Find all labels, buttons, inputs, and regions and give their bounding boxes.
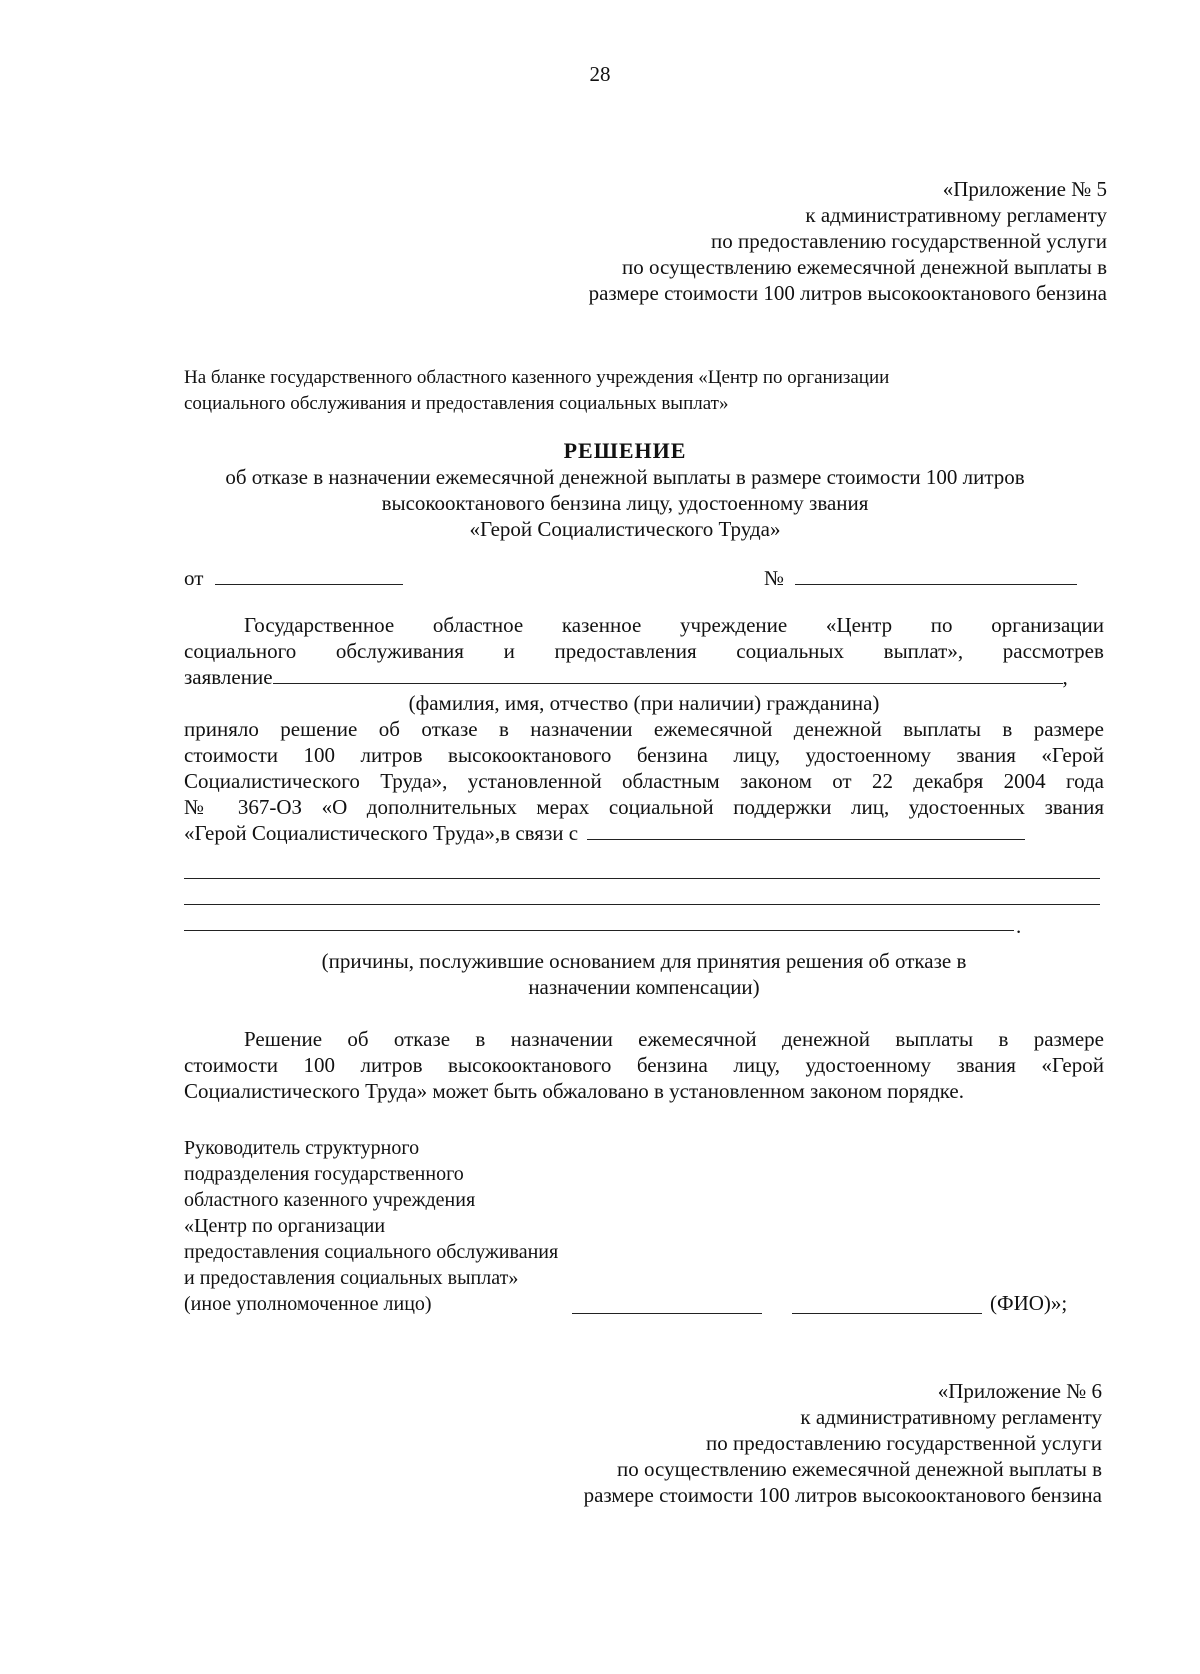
word: «Центр: [825, 613, 893, 637]
appendix-line: по предоставлению государственной услуги: [711, 229, 1107, 253]
signature-line: подразделения государственного: [184, 1163, 464, 1185]
word: казенное: [561, 613, 642, 637]
word: Государственное: [244, 613, 395, 637]
word: по: [930, 613, 953, 637]
appendix-line: «Приложение № 5: [942, 177, 1107, 201]
word: предоставления: [554, 639, 697, 663]
decision-paragraph: [184, 716, 1104, 846]
word: выплат»,: [883, 639, 964, 663]
name-field[interactable]: [792, 1313, 982, 1314]
intro-paragraph: [184, 612, 1104, 716]
decision-subtitle-line: «Герой Социалистического Труда»: [469, 517, 781, 541]
appendix-5-header: [589, 176, 1107, 306]
signature-field[interactable]: [572, 1313, 762, 1314]
appendix-line: размере стоимости 100 литров высокооктанового бензина: [588, 281, 1107, 305]
decision-subtitle-line: высокооктанового бензина лицу, удостоенному звания: [381, 491, 869, 515]
intro-line: [184, 638, 1104, 664]
appeal-paragraph: [184, 1026, 1104, 1104]
decision-line: стоимости 100 литров высокооктанового бензина лицу, удостоенному звания «Герой: [184, 743, 1104, 767]
decision-line: приняло решение об отказе в назначении ежемесячной денежной выплаты в размере: [184, 717, 1104, 741]
decision-heading: РЕШЕНИЕ: [563, 438, 687, 463]
appendix-line: по осуществлению ежемесячной денежной выплаты в: [622, 255, 1107, 279]
appendix-line: по осуществлению ежемесячной денежной выплаты в: [617, 1457, 1102, 1481]
application-label: заявление: [184, 665, 273, 689]
appeal-line: Решение об отказе в назначении ежемесячной денежной выплаты в размере: [244, 1027, 1104, 1051]
number-field[interactable]: [795, 566, 1077, 585]
signature-line: Руководитель структурного: [184, 1137, 420, 1159]
letterhead-note: [184, 365, 889, 417]
appendix-line: «Приложение № 6: [937, 1379, 1102, 1403]
appendix-line: по предоставлению государственной услуги: [706, 1431, 1102, 1455]
number-row: [764, 566, 1077, 591]
appendix-6-header: [584, 1378, 1102, 1508]
reason-blank-line[interactable]: [184, 930, 1014, 931]
applicant-hint: (фамилия, имя, отчество (при наличии) гражданина): [408, 691, 880, 715]
reason-blank-line[interactable]: [184, 878, 1100, 879]
applicant-name-field[interactable]: [273, 665, 1063, 684]
appeal-line: стоимости 100 литров высокооктанового бензина лицу, удостоенному звания «Герой: [184, 1053, 1104, 1077]
signature-line: областного казенного учреждения: [184, 1189, 476, 1211]
word: рассмотрев: [1002, 639, 1104, 663]
decision-line: № 367-ОЗ «О дополнительных мерах социальной поддержки лиц, удостоенных звания: [184, 795, 1104, 819]
date-label: от: [184, 566, 204, 590]
signature-line: и предоставления социальных выплат»: [184, 1267, 519, 1289]
reasons-hint-line: (причины, послужившие основанием для принятия решения об отказе в: [321, 949, 967, 973]
word: и: [503, 639, 515, 663]
signature-line: (иное уполномоченное лицо): [184, 1293, 432, 1315]
word: областное: [432, 613, 524, 637]
comma: ,: [1062, 665, 1068, 689]
appendix-line: размере стоимости 100 литров высокооктанового бензина: [583, 1483, 1102, 1507]
signature-line: «Центр по организации: [184, 1215, 386, 1237]
decision-line: [184, 820, 1104, 846]
date-row: [184, 566, 403, 591]
end-mark: .: [1016, 914, 1022, 938]
reasons-hint-line: назначении компенсации): [528, 975, 760, 999]
decision-title-block: [160, 438, 1090, 542]
letterhead-note-line: социального обслуживания и предоставления социальных выплат»: [184, 393, 729, 414]
intro-line: [184, 664, 1104, 690]
word: социальных: [736, 639, 844, 663]
appeal-line: Социалистического Труда» может быть обжаловано в установленном законом порядке.: [184, 1079, 964, 1103]
word: социального: [184, 639, 297, 663]
reason-field[interactable]: [587, 821, 1025, 840]
intro-line: [184, 612, 1104, 638]
word: обслуживания: [335, 639, 464, 663]
appendix-line: к административному регламенту: [805, 203, 1107, 227]
signature-line: предоставления социального обслуживания: [184, 1241, 559, 1263]
reason-label: «Герой Социалистического Труда»,в связи с: [184, 821, 579, 845]
reasons-hint: [184, 948, 1104, 1000]
decision-line: Социалистического Труда», установленной областным законом от 22 декабря 2004 года: [184, 769, 1104, 793]
decision-subtitle-line: об отказе в назначении ежемесячной денежной выплаты в размере стоимости 100 литров: [225, 465, 1025, 489]
word: учреждение: [680, 613, 788, 637]
fio-label: (ФИО)»;: [990, 1291, 1068, 1315]
appendix-line: к административному регламенту: [800, 1405, 1102, 1429]
letterhead-note-line: На бланке государственного областного казенного учреждения «Центр по организации: [184, 367, 890, 388]
reason-blank-line[interactable]: [184, 904, 1100, 905]
number-label: №: [764, 566, 785, 590]
signature-block: [184, 1135, 558, 1317]
word: организации: [991, 613, 1104, 637]
date-field[interactable]: [215, 566, 403, 585]
page-number: 28: [589, 62, 611, 86]
